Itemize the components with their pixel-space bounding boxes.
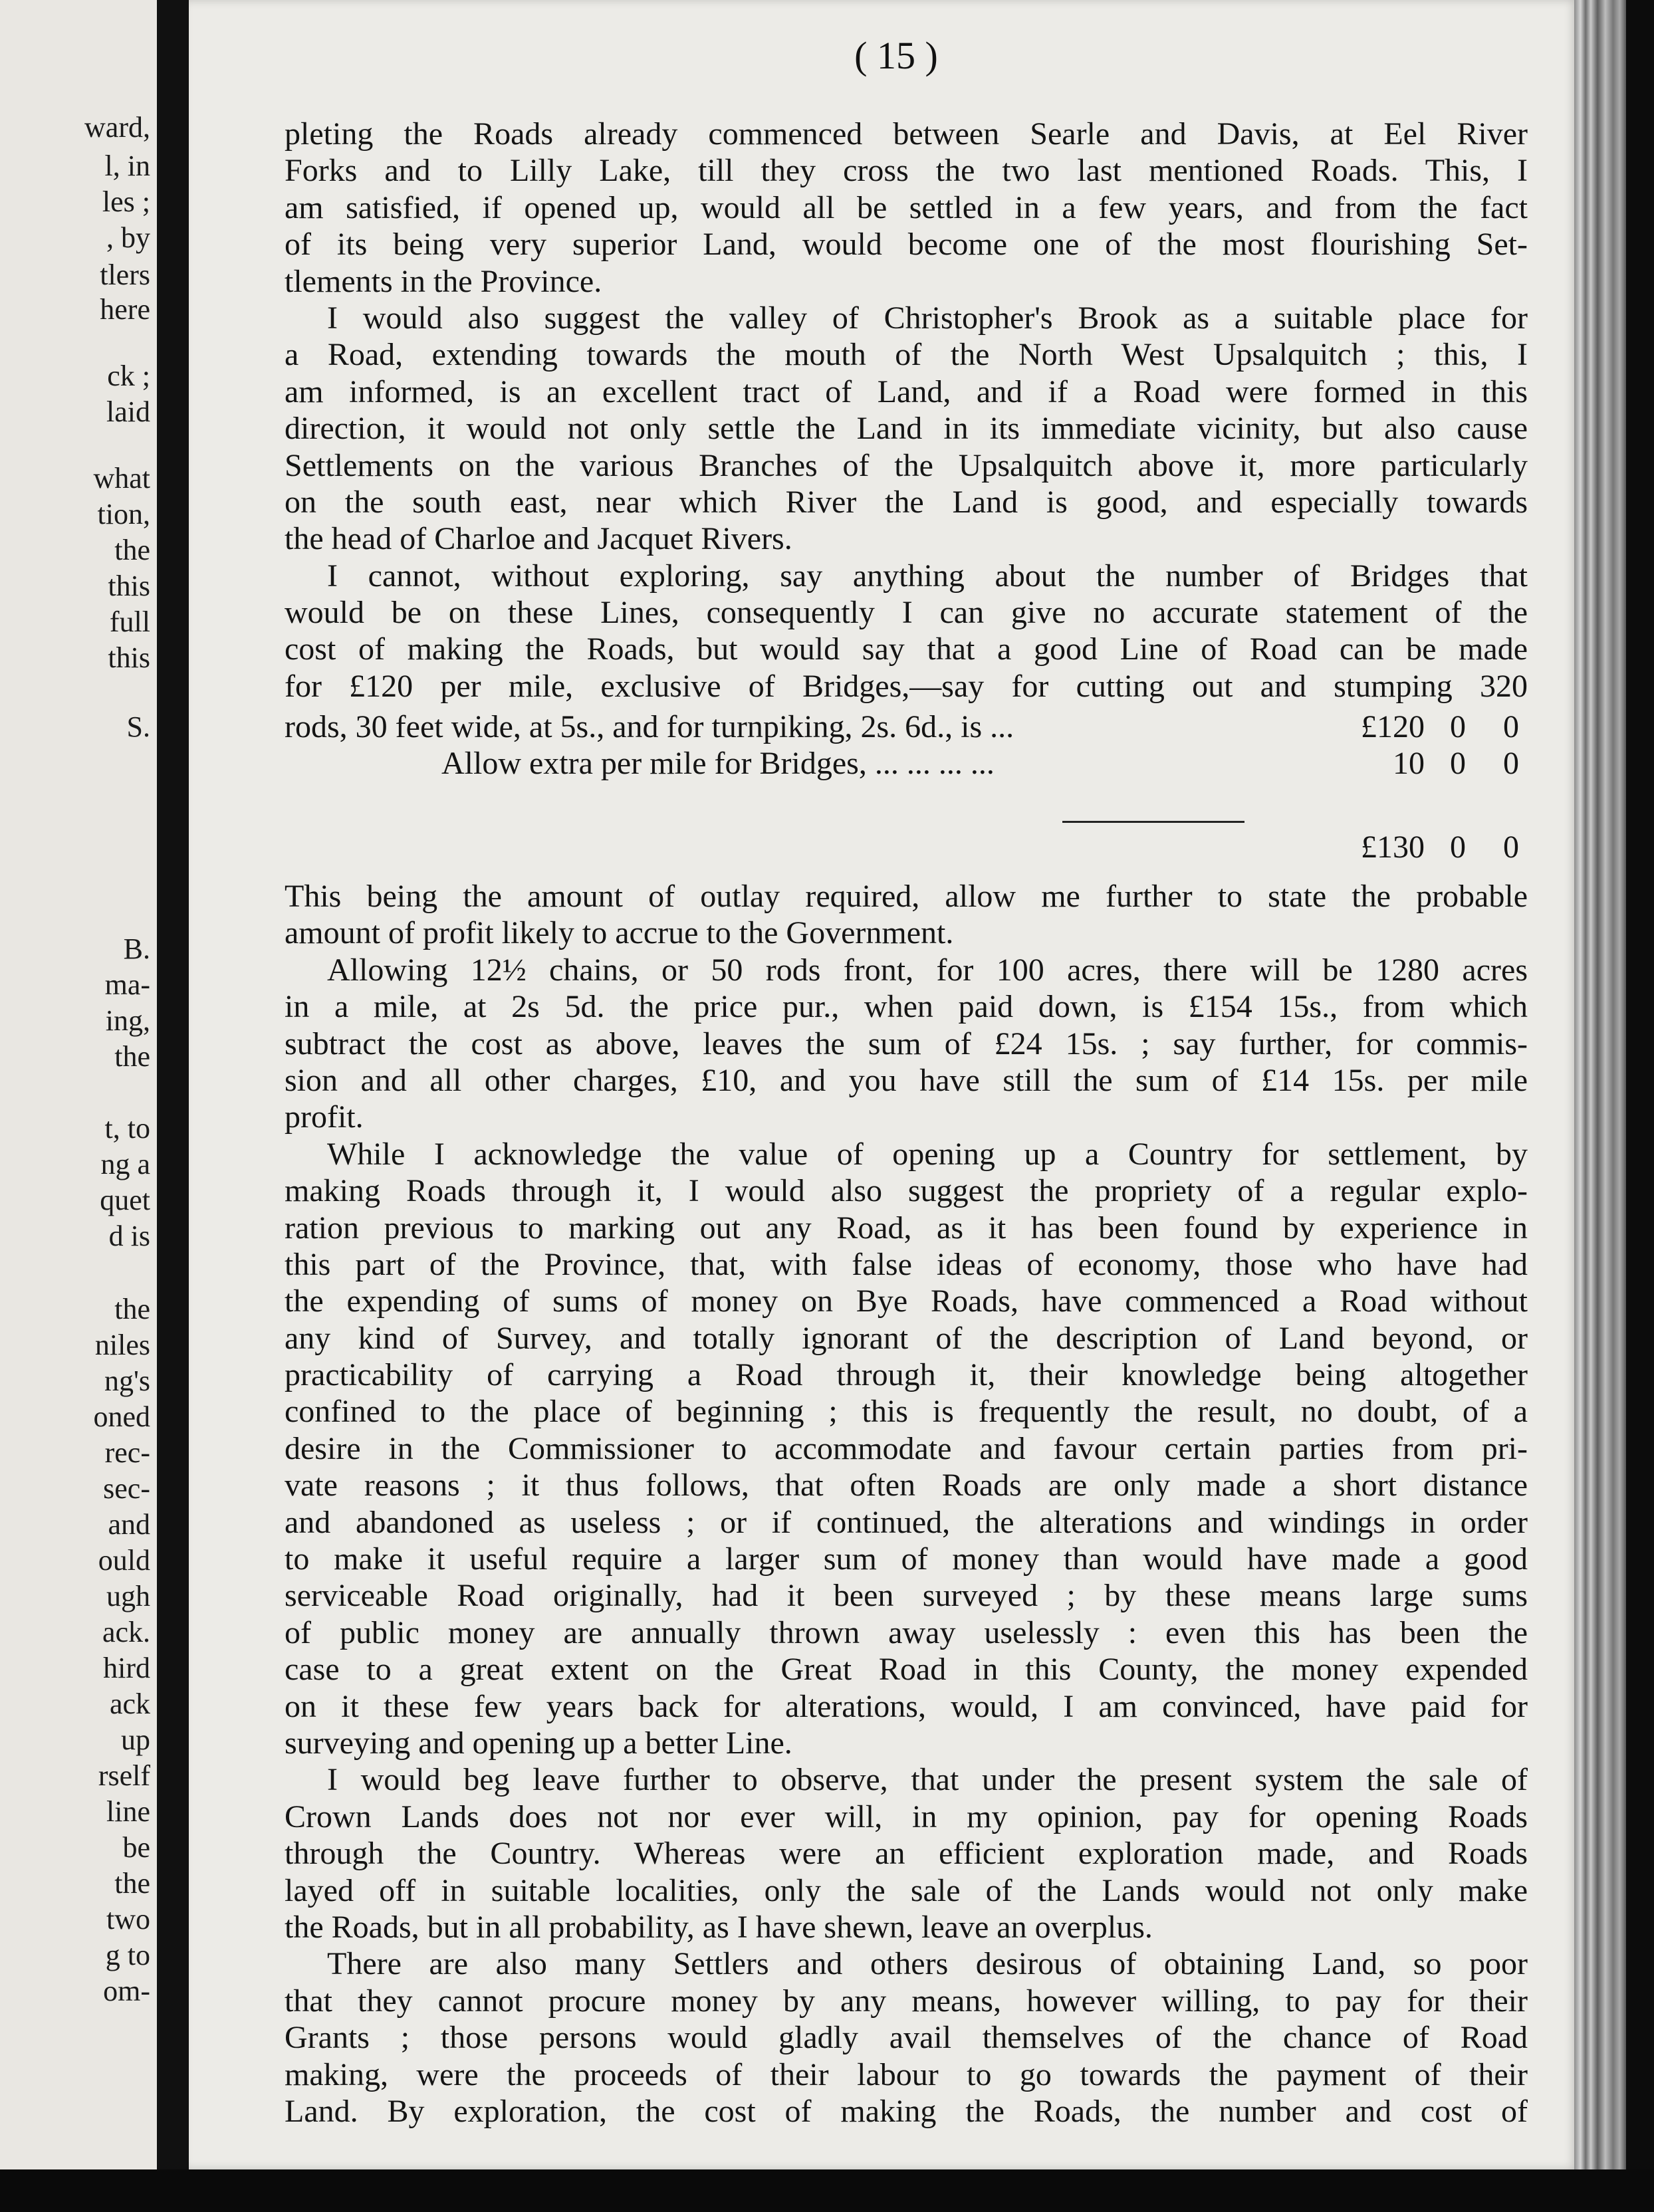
text-line: that they cannot procure money by any means, however willing, to pay for their [285,1983,1528,2019]
facing-page-text-fragment: quet [100,1184,150,1216]
facing-page-text-fragment: line [106,1795,150,1828]
facing-page-text-fragment: t, to [104,1112,150,1145]
cost-pence: 0 [1503,709,1519,744]
facing-page-text-fragment: this [108,641,150,674]
body-text-block-2 [285,878,1528,2130]
facing-page-text-fragment: be [122,1831,150,1864]
facing-page-text-fragment: ing, [105,1004,150,1037]
cost-pounds: 10 [1393,746,1425,782]
facing-page-text-fragment: ward, [84,111,150,144]
text-line: Forks and to Lilly Lake, till they cross the two last mentioned Roads. This, I [285,153,1528,189]
text-line: any kind of Survey, and totally ignorant of the description of Land beyond, or [285,1320,1528,1356]
facing-page-text-fragment: laid [106,395,150,428]
text-line: serviceable Road originally, had it been surveyed ; by these means large sums [285,1578,1528,1614]
text-line: tlements in the Province. [285,263,602,299]
text-line: on the south east, near which River the Land is good, and especially towards [285,484,1528,520]
facing-page-text-fragment: ack [109,1688,150,1720]
cost-label: Allow extra per mile for Bridges, ... ... ... ... [441,746,995,782]
text-line: sion and all other charges, £10, and you have still the sum of £14 15s. per mile [285,1062,1528,1098]
book-gutter [157,0,190,2212]
text-line: vate reasons ; it thus follows, that often Roads are only made a short distance [285,1468,1528,1503]
text-line: There are also many Settlers and others desirous of obtaining Land, so poor [327,1946,1528,1982]
facing-page-text-fragment: the [114,1867,150,1900]
text-line: I cannot, without exploring, say anything about the number of Bridges that [327,558,1528,594]
text-line: Allowing 12½ chains, or 50 rods front, for 100 acres, there will be 1280 acres [327,952,1528,988]
facing-page-text-fragment: , by [106,221,150,254]
text-line: cost of making the Roads, but would say that a good Line of Road can be made [285,631,1528,667]
facing-page-text-fragment: the [114,1040,150,1073]
text-line: This being the amount of outlay required, allow me further to state the probable [285,879,1528,914]
facing-page-text-fragment: l, in [104,150,150,182]
facing-page-text-fragment: g to [105,1939,150,1971]
text-line: While I acknowledge the value of opening up a Country for settlement, by [327,1136,1528,1172]
facing-page-text-fragment: full [109,606,150,638]
text-line: in a mile, at 2s 5d. the price pur., when paid down, is £154 15s., from which [285,989,1528,1025]
text-line: I would beg leave further to observe, that under the present system the sale of [327,1762,1528,1798]
text-line: Crown Lands does not nor ever will, in my opinion, pay for opening Roads [285,1799,1528,1834]
facing-page-text-fragment: two [106,1903,150,1936]
cost-total-pence: 0 [1503,829,1519,865]
text-line: practicability of carrying a Road through it, their knowledge being altogether [285,1357,1528,1393]
facing-page-text-fragment: rec- [104,1436,150,1469]
cost-shillings: 0 [1450,746,1466,782]
facing-page-text-fragment: sec- [103,1472,150,1505]
text-line: a Road, extending towards the mouth of the North West Upsalquitch ; this, I [285,337,1528,373]
text-line: desire in the Commissioner to accommodate and favour certain parties from pri- [285,1430,1528,1466]
text-line: making, were the proceeds of their labour to go towards the payment of their [285,2056,1528,2092]
text-line: Land. By exploration, the cost of making the Roads, the number and cost of [285,2093,1528,2129]
text-line: am informed, is an excellent tract of Land, and if a Road were formed in this [285,374,1528,409]
text-line: pleting the Roads already commenced between Searle and Davis, at Eel River [285,116,1528,152]
facing-page-text-fragment: rself [98,1759,150,1792]
page-stack-edge [1574,0,1626,2193]
facing-page-text-fragment: and [108,1508,150,1541]
facing-page-text-fragment: ng's [104,1365,150,1397]
cost-pounds: £120 [1361,709,1425,744]
text-line: of its being very superior Land, would become one of the most flourishing Set- [285,227,1528,263]
facing-page-text-fragment: ng a [100,1148,150,1180]
facing-page-text-fragment: the [114,534,150,566]
text-line: and abandoned as useless ; or if continued, the alterations and windings in order [285,1504,1528,1540]
text-line: I would also suggest the valley of Christopher's Brook as a suitable place for [327,300,1528,336]
cost-row [285,709,1528,745]
facing-page-text-fragment: up [121,1723,150,1756]
facing-page-text-fragment: the [114,1293,150,1325]
text-line: amount of profit likely to accrue to the Government. [285,915,954,951]
cost-label: rods, 30 feet wide, at 5s., and for turnpiking, 2s. 6d., is ... [285,709,1014,744]
cost-total-row [285,829,1528,865]
text-line: case to a great extent on the Great Road in this County, the money expended [285,1652,1528,1688]
facing-page-text-fragment: ould [98,1544,150,1577]
facing-page-text-fragment: hird [103,1652,150,1684]
cost-shillings: 0 [1450,709,1466,744]
page-number: ( 15 ) [854,34,938,77]
text-line: confined to the place of beginning ; this is frequently the result, no doubt, of a [285,1394,1528,1430]
facing-page-text-fragment: ugh [106,1580,150,1612]
cost-pence: 0 [1503,746,1519,782]
text-line: layed off in suitable localities, only the sale of the Lands would not only make [285,1872,1528,1908]
text-line: surveying and opening up a better Line. [285,1725,792,1761]
text-line: Grants ; those persons would gladly avail themselves of the chance of Road [285,2020,1528,2056]
text-line: of public money are annually thrown away uselessly : even this has been the [285,1614,1528,1650]
text-line: ration previous to marking out any Road, as it has been found by experience in [285,1210,1528,1246]
text-line: would be on these Lines, consequently I can give no accurate statement of the [285,595,1528,631]
facing-page-text-fragment: ma- [104,968,150,1001]
facing-page-text-fragment: ack. [102,1616,150,1648]
facing-page-text-fragment: tion, [97,498,150,530]
text-line: the head of Charloe and Jacquet Rivers. [285,521,792,557]
text-line: on it these few years back for alterations, would, I am convinced, have paid for [285,1688,1528,1724]
sum-rule [1062,821,1244,823]
facing-page-text-fragment: oned [93,1400,150,1433]
text-line: to make it useful require a larger sum of money than would have made a good [285,1541,1528,1577]
text-line: direction, it would not only settle the Land in its immediate vicinity, but also cause [285,411,1528,447]
facing-page-text-fragment: d is [108,1220,150,1252]
cost-total-shillings: 0 [1450,829,1466,865]
body-text-block-1 [285,116,1528,705]
cost-table [285,709,1528,865]
text-line: making Roads through it, I would also suggest the propriety of a regular explo- [285,1173,1528,1209]
text-line: Settlements on the various Branches of the Upsalquitch above it, more particularly [285,447,1528,483]
scan-border [0,2169,1654,2212]
text-line: profit. [285,1099,364,1135]
cost-total-pounds: £130 [1361,829,1425,865]
facing-page-text-fragment: here [100,293,150,326]
text-line: through the Country. Whereas were an efficient exploration made, and Roads [285,1836,1528,1872]
facing-page-text-fragment: niles [94,1329,150,1361]
facing-page-text-fragment: what [93,462,150,495]
text-line: am satisfied, if opened up, would all be settled in a few years, and from the fact [285,189,1528,225]
facing-page-text-fragment: tlers [100,259,150,291]
facing-page-text-fragment: S. [126,711,150,743]
text-line: this part of the Province, that, with false ideas of economy, those who have had [285,1246,1528,1282]
facing-page-text-fragment: ck ; [107,360,150,392]
text-line: for £120 per mile, exclusive of Bridges,—say for cutting out and stumping 320 [285,668,1528,704]
facing-page-text-fragment: om- [103,1975,150,2007]
text-line: subtract the cost as above, leaves the sum of £24 15s. ; say further, for commis- [285,1026,1528,1061]
text-line: the Roads, but in all probability, as I have shewn, leave an overplus. [285,1909,1153,1945]
cost-row [285,745,1528,782]
facing-page-text-fragment: this [108,570,150,602]
facing-page-text-fragment: les ; [102,185,150,218]
facing-page-text-fragment: B. [123,933,150,965]
facing-page-edge [0,0,159,2173]
text-line: the expending of sums of money on Bye Roads, have commenced a Road without [285,1283,1528,1319]
